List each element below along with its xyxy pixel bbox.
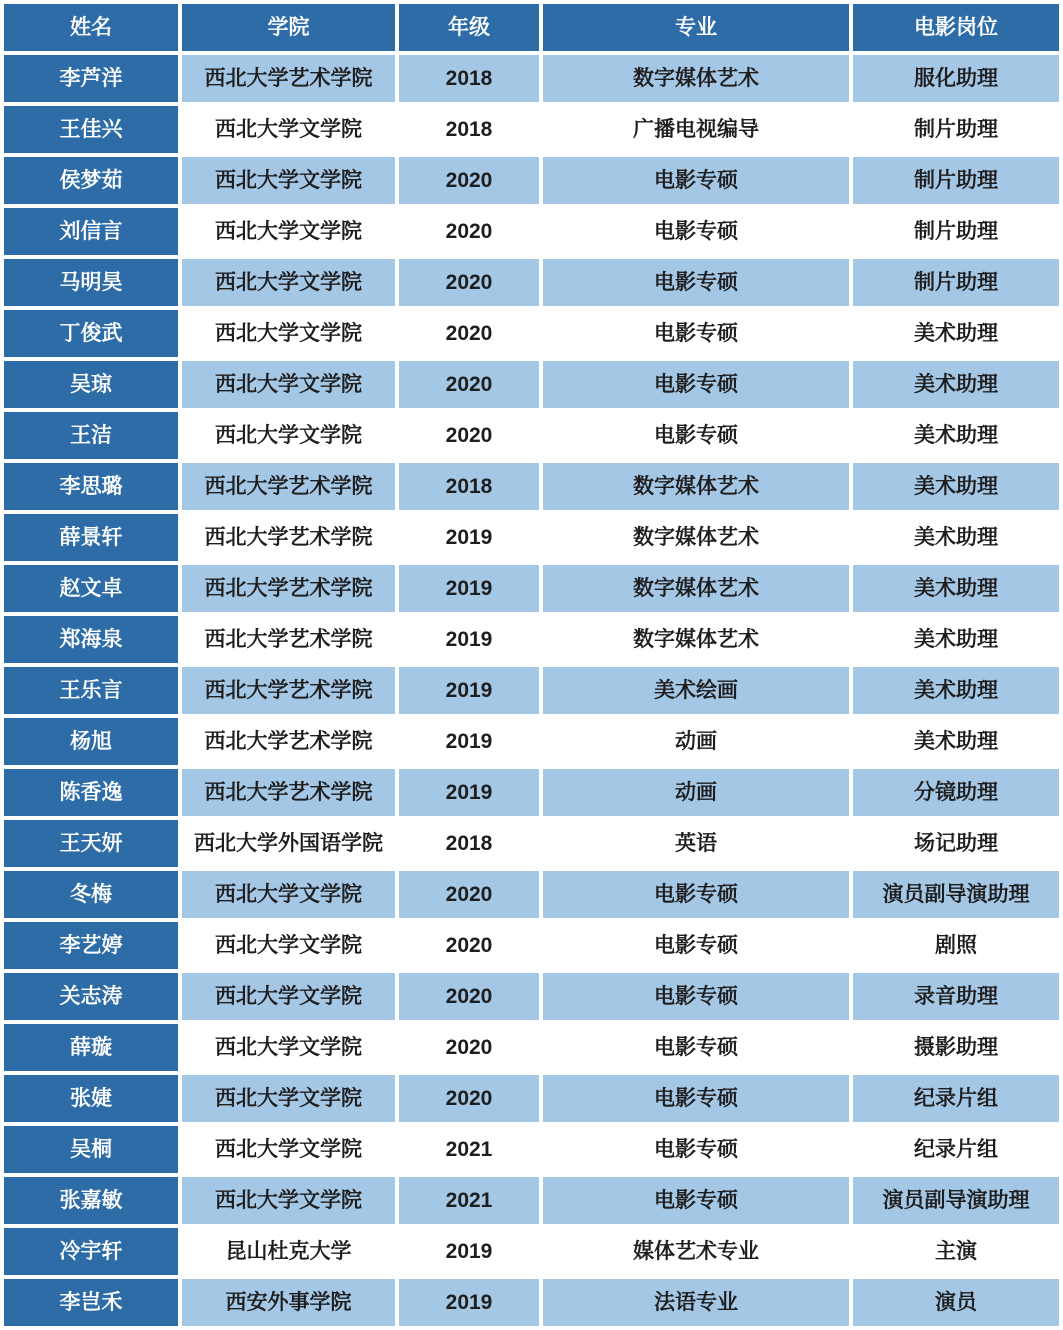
student-name-cell: 薛璇 bbox=[4, 1024, 178, 1071]
cell-college: 西北大学文学院 bbox=[182, 157, 395, 204]
cell-college: 西北大学文学院 bbox=[182, 1075, 395, 1122]
table-row bbox=[4, 667, 1059, 714]
cell-position: 分镜助理 bbox=[853, 769, 1059, 816]
cell-grade: 2019 bbox=[399, 565, 539, 612]
cell-position: 美术助理 bbox=[853, 412, 1059, 459]
cell-college: 西北大学文学院 bbox=[182, 259, 395, 306]
cell-college: 西北大学艺术学院 bbox=[182, 718, 395, 765]
cell-college: 西北大学文学院 bbox=[182, 310, 395, 357]
cell-major: 数字媒体艺术 bbox=[543, 565, 849, 612]
table-row bbox=[4, 820, 1059, 867]
student-name-cell: 吴琼 bbox=[4, 361, 178, 408]
table-row bbox=[4, 412, 1059, 459]
header-cell-name: 姓名 bbox=[4, 4, 178, 51]
header-cell-major: 专业 bbox=[543, 4, 849, 51]
cell-position: 场记助理 bbox=[853, 820, 1059, 867]
cell-grade: 2021 bbox=[399, 1177, 539, 1224]
student-name-cell: 杨旭 bbox=[4, 718, 178, 765]
cell-position: 美术助理 bbox=[853, 565, 1059, 612]
cell-grade: 2020 bbox=[399, 1024, 539, 1071]
cell-major: 电影专硕 bbox=[543, 259, 849, 306]
cell-grade: 2019 bbox=[399, 514, 539, 561]
cell-college: 西北大学文学院 bbox=[182, 361, 395, 408]
cell-position: 纪录片组 bbox=[853, 1075, 1059, 1122]
student-name-cell: 郑海泉 bbox=[4, 616, 178, 663]
cell-position: 制片助理 bbox=[853, 208, 1059, 255]
table-row bbox=[4, 208, 1059, 255]
cell-college: 西北大学艺术学院 bbox=[182, 514, 395, 561]
cell-grade: 2019 bbox=[399, 1279, 539, 1326]
cell-college: 西安外事学院 bbox=[182, 1279, 395, 1326]
table-row bbox=[4, 1279, 1059, 1326]
cell-college: 西北大学艺术学院 bbox=[182, 565, 395, 612]
cell-college: 西北大学艺术学院 bbox=[182, 769, 395, 816]
cell-college: 西北大学文学院 bbox=[182, 871, 395, 918]
student-name-cell: 冬梅 bbox=[4, 871, 178, 918]
cell-major: 电影专硕 bbox=[543, 208, 849, 255]
cell-college: 西北大学文学院 bbox=[182, 922, 395, 969]
cell-major: 电影专硕 bbox=[543, 157, 849, 204]
cell-major: 电影专硕 bbox=[543, 871, 849, 918]
table-row bbox=[4, 361, 1059, 408]
cell-position: 录音助理 bbox=[853, 973, 1059, 1020]
student-name-cell: 李艺婷 bbox=[4, 922, 178, 969]
table-body bbox=[4, 55, 1059, 1326]
table-row bbox=[4, 157, 1059, 204]
cell-major: 动画 bbox=[543, 718, 849, 765]
cell-grade: 2018 bbox=[399, 463, 539, 510]
cell-major: 电影专硕 bbox=[543, 1024, 849, 1071]
cell-position: 制片助理 bbox=[853, 259, 1059, 306]
cell-grade: 2019 bbox=[399, 1228, 539, 1275]
cell-position: 摄影助理 bbox=[853, 1024, 1059, 1071]
table-row bbox=[4, 616, 1059, 663]
table-row bbox=[4, 1126, 1059, 1173]
table-row bbox=[4, 1024, 1059, 1071]
student-name-cell: 王洁 bbox=[4, 412, 178, 459]
cell-position: 制片助理 bbox=[853, 157, 1059, 204]
cell-grade: 2019 bbox=[399, 667, 539, 714]
table-row bbox=[4, 463, 1059, 510]
cell-grade: 2020 bbox=[399, 259, 539, 306]
student-name-cell: 李思璐 bbox=[4, 463, 178, 510]
cell-grade: 2020 bbox=[399, 310, 539, 357]
cell-position: 演员 bbox=[853, 1279, 1059, 1326]
cell-position: 剧照 bbox=[853, 922, 1059, 969]
cell-grade: 2018 bbox=[399, 820, 539, 867]
cell-major: 广播电视编导 bbox=[543, 106, 849, 153]
cell-college: 西北大学艺术学院 bbox=[182, 616, 395, 663]
table-row bbox=[4, 106, 1059, 153]
header-row bbox=[4, 4, 1059, 51]
cell-position: 纪录片组 bbox=[853, 1126, 1059, 1173]
cell-college: 西北大学文学院 bbox=[182, 412, 395, 459]
cell-position: 美术助理 bbox=[853, 310, 1059, 357]
cell-college: 昆山杜克大学 bbox=[182, 1228, 395, 1275]
cell-position: 美术助理 bbox=[853, 514, 1059, 561]
cell-position: 美术助理 bbox=[853, 463, 1059, 510]
student-name-cell: 陈香逸 bbox=[4, 769, 178, 816]
student-name-cell: 张嘉敏 bbox=[4, 1177, 178, 1224]
student-name-cell: 刘信言 bbox=[4, 208, 178, 255]
student-name-cell: 王乐言 bbox=[4, 667, 178, 714]
table-row bbox=[4, 565, 1059, 612]
student-name-cell: 王佳兴 bbox=[4, 106, 178, 153]
student-name-cell: 侯梦茹 bbox=[4, 157, 178, 204]
student-name-cell: 赵文卓 bbox=[4, 565, 178, 612]
cell-grade: 2018 bbox=[399, 55, 539, 102]
table-row bbox=[4, 310, 1059, 357]
cell-college: 西北大学文学院 bbox=[182, 1177, 395, 1224]
student-name-cell: 马明昊 bbox=[4, 259, 178, 306]
table-row bbox=[4, 769, 1059, 816]
cell-major: 电影专硕 bbox=[543, 973, 849, 1020]
cell-position: 美术助理 bbox=[853, 616, 1059, 663]
cell-grade: 2020 bbox=[399, 208, 539, 255]
table-row bbox=[4, 1075, 1059, 1122]
header-cell-grade: 年级 bbox=[399, 4, 539, 51]
student-name-cell: 李芦洋 bbox=[4, 55, 178, 102]
student-name-cell: 张婕 bbox=[4, 1075, 178, 1122]
cell-college: 西北大学外国语学院 bbox=[182, 820, 395, 867]
cell-major: 电影专硕 bbox=[543, 361, 849, 408]
cell-grade: 2020 bbox=[399, 157, 539, 204]
cell-major: 数字媒体艺术 bbox=[543, 55, 849, 102]
cell-position: 演员副导演助理 bbox=[853, 1177, 1059, 1224]
cell-grade: 2020 bbox=[399, 1075, 539, 1122]
cell-major: 电影专硕 bbox=[543, 310, 849, 357]
table-row bbox=[4, 973, 1059, 1020]
cell-major: 英语 bbox=[543, 820, 849, 867]
cell-college: 西北大学文学院 bbox=[182, 1126, 395, 1173]
cell-major: 电影专硕 bbox=[543, 1126, 849, 1173]
cell-grade: 2020 bbox=[399, 412, 539, 459]
table-row bbox=[4, 259, 1059, 306]
cell-major: 数字媒体艺术 bbox=[543, 463, 849, 510]
student-name-cell: 王天妍 bbox=[4, 820, 178, 867]
cell-position: 主演 bbox=[853, 1228, 1059, 1275]
cell-grade: 2020 bbox=[399, 922, 539, 969]
student-name-cell: 冷宇轩 bbox=[4, 1228, 178, 1275]
student-name-cell: 李岂禾 bbox=[4, 1279, 178, 1326]
cell-major: 电影专硕 bbox=[543, 1075, 849, 1122]
cell-position: 演员副导演助理 bbox=[853, 871, 1059, 918]
student-name-cell: 丁俊武 bbox=[4, 310, 178, 357]
cell-grade: 2020 bbox=[399, 973, 539, 1020]
cell-position: 美术助理 bbox=[853, 718, 1059, 765]
cell-college: 西北大学艺术学院 bbox=[182, 463, 395, 510]
cell-major: 媒体艺术专业 bbox=[543, 1228, 849, 1275]
student-name-cell: 吴桐 bbox=[4, 1126, 178, 1173]
cell-major: 数字媒体艺术 bbox=[543, 514, 849, 561]
cell-college: 西北大学艺术学院 bbox=[182, 55, 395, 102]
cell-grade: 2020 bbox=[399, 361, 539, 408]
cell-position: 服化助理 bbox=[853, 55, 1059, 102]
cell-grade: 2020 bbox=[399, 871, 539, 918]
header-cell-college: 学院 bbox=[182, 4, 395, 51]
cell-major: 数字媒体艺术 bbox=[543, 616, 849, 663]
cell-major: 动画 bbox=[543, 769, 849, 816]
table-row bbox=[4, 871, 1059, 918]
cell-college: 西北大学艺术学院 bbox=[182, 667, 395, 714]
cell-grade: 2019 bbox=[399, 718, 539, 765]
header-cell-position: 电影岗位 bbox=[853, 4, 1059, 51]
cell-major: 电影专硕 bbox=[543, 412, 849, 459]
table-row bbox=[4, 718, 1059, 765]
cell-college: 西北大学文学院 bbox=[182, 1024, 395, 1071]
cell-major: 法语专业 bbox=[543, 1279, 849, 1326]
student-name-cell: 薛景轩 bbox=[4, 514, 178, 561]
cell-position: 制片助理 bbox=[853, 106, 1059, 153]
cell-position: 美术助理 bbox=[853, 361, 1059, 408]
cell-college: 西北大学文学院 bbox=[182, 973, 395, 1020]
cell-major: 电影专硕 bbox=[543, 1177, 849, 1224]
cell-grade: 2021 bbox=[399, 1126, 539, 1173]
table-row bbox=[4, 1228, 1059, 1275]
cell-position: 美术助理 bbox=[853, 667, 1059, 714]
cell-college: 西北大学文学院 bbox=[182, 106, 395, 153]
cell-major: 电影专硕 bbox=[543, 922, 849, 969]
cell-grade: 2019 bbox=[399, 769, 539, 816]
table-row bbox=[4, 922, 1059, 969]
table-row bbox=[4, 514, 1059, 561]
table-row bbox=[4, 55, 1059, 102]
cell-college: 西北大学文学院 bbox=[182, 208, 395, 255]
table-row bbox=[4, 1177, 1059, 1224]
cell-grade: 2019 bbox=[399, 616, 539, 663]
cell-grade: 2018 bbox=[399, 106, 539, 153]
student-name-cell: 关志涛 bbox=[4, 973, 178, 1020]
cell-major: 美术绘画 bbox=[543, 667, 849, 714]
